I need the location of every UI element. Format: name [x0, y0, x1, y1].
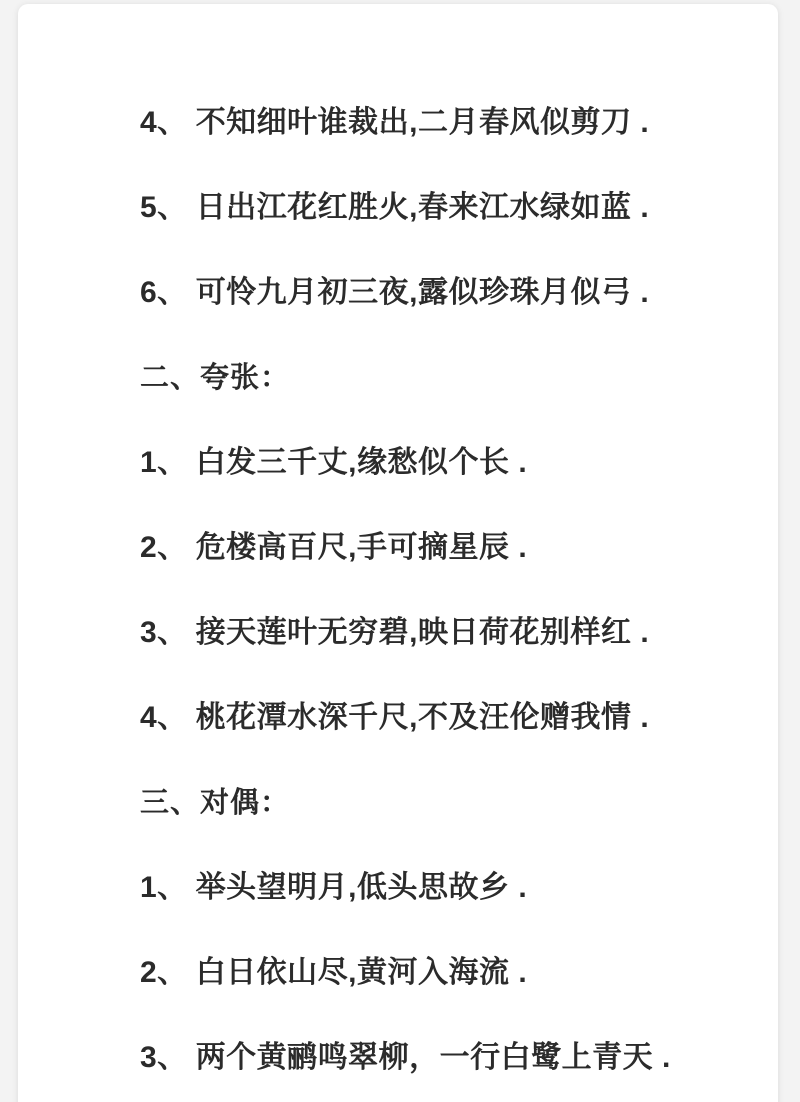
list-item [140, 278, 738, 308]
item-text: 日出江花红胜火,春来江水绿如蓝 . [195, 191, 650, 224]
list-item [140, 448, 738, 478]
list-item [140, 958, 738, 988]
section-heading-parallelism: 三、对偶： [140, 787, 291, 819]
item-number: 6、 [140, 276, 188, 309]
item-number: 1、 [140, 446, 188, 479]
list-item [140, 873, 738, 903]
document-card [18, 4, 778, 1102]
item-number: 4、 [140, 106, 188, 139]
item-number: 2、 [140, 956, 188, 989]
item-text: 两个黄鹂鸣翠柳，一行白鹭上青天 . [195, 1041, 671, 1074]
item-text: 不知细叶谁裁出,二月春风似剪刀 . [195, 106, 650, 139]
item-text: 白日依山尽,黄河入海流 . [195, 956, 528, 989]
section-heading-exaggeration: 二、夸张： [140, 362, 291, 394]
item-text: 危楼高百尺,手可摘星辰 . [195, 531, 528, 564]
item-text: 可怜九月初三夜,露似珍珠月似弓 . [195, 276, 650, 309]
item-text: 举头望明月,低头思故乡 . [195, 871, 528, 904]
list-item [140, 533, 738, 563]
item-number: 3、 [140, 616, 188, 649]
list-item [140, 703, 738, 733]
item-text: 桃花潭水深千尺,不及汪伦赠我情 . [195, 701, 650, 734]
item-number: 3、 [140, 1041, 188, 1074]
item-number: 5、 [140, 191, 188, 224]
item-text: 接天莲叶无穷碧,映日荷花别样红 . [195, 616, 650, 649]
list-item [140, 193, 738, 223]
item-text: 白发三千丈,缘愁似个长 . [195, 446, 528, 479]
list-item [140, 108, 738, 138]
item-number: 1、 [140, 871, 188, 904]
item-number: 2、 [140, 531, 188, 564]
list-item [140, 1043, 738, 1073]
list-item [140, 618, 738, 648]
item-number: 4、 [140, 701, 188, 734]
